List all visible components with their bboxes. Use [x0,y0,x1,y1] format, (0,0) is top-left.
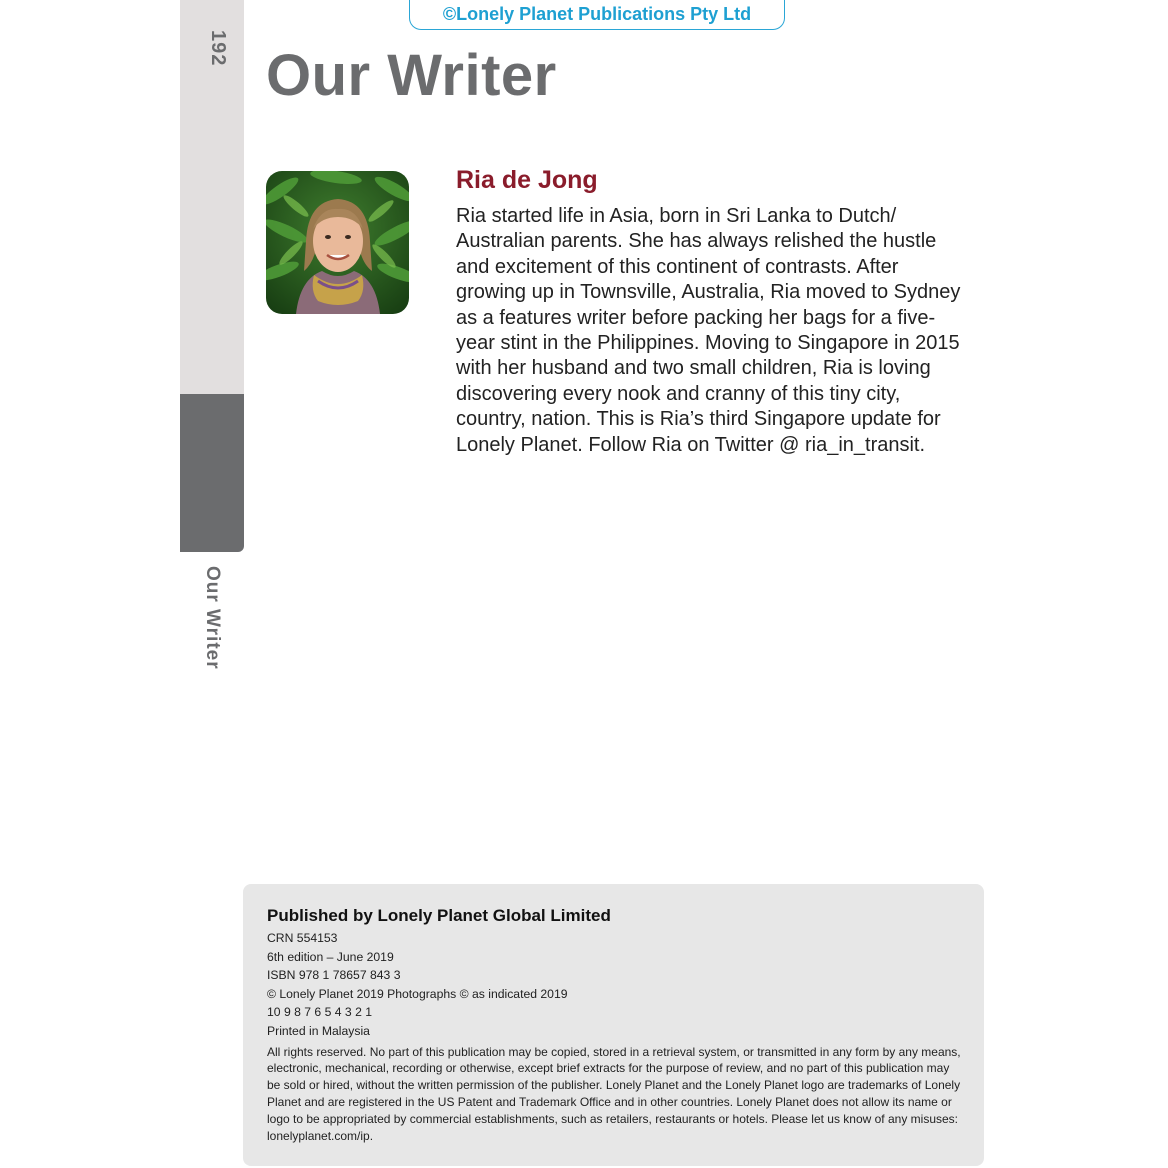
author-photo [266,171,409,314]
sidebar-dark-band [180,394,244,552]
legal-notice: All rights reserved. No part of this publication may be copied, stored in a retrieval system, or transmitted in any form by any means, electronic, mechanical, recording or otherwise, except brief extracts for the purpose of review, and no part of this publication may be sold or hired, without the written permission of the publisher. Lonely Planet and the Lonely Planet logo are trademarks of Lonely Planet and are registered in the US Patent and Trademark Office and in other countries. Lonely Planet does not allow its name or logo to be appropriated by commercial establishments, such as retailers, restaurants or hotels. Please let us know of any misuses: lonelyplanet.com/ip. [267,1044,961,1143]
publisher-title: Published by Lonely Planet Global Limited [267,906,611,925]
author-name: Ria de Jong [456,166,598,194]
crn-line: CRN 554153 [267,931,338,945]
page-number: 192 [207,30,229,67]
copyright-line: © Lonely Planet 2019 Photographs © as indicated 2019 [267,986,568,1001]
author-bio: Ria started life in Asia, born in Sri Lanka to Dutch/ Australian parents. She has always relished the hustle and excitement of this continent of contrasts. After growing up in Townsville, Australia, Ria moved to Sydney as a features writer before packing her bags for a five-year stint in the Philippines. Moving to Singapore in 2015 with her husband and two small children, Ria is loving discovering every nook and cranny of this tiny city, country, nation. This is Ria’s third Singapore update for Lonely Planet. Follow Ria on Twitter @ ria_in_transit. [456,205,961,456]
page-title: Our Writer [266,43,557,108]
sidebar-section-label: Our Writer [202,566,223,670]
edition-line: 6th edition – June 2019 [267,949,394,964]
copyright-banner: ©Lonely Planet Publications Pty Ltd [409,0,785,30]
publication-info-box [243,884,984,1166]
print-run-line: 10 9 8 7 6 5 4 3 2 1 [267,1005,373,1020]
isbn-line: ISBN 978 1 78657 843 3 [267,968,401,983]
printed-in-line: Printed in Malaysia [267,1023,370,1038]
